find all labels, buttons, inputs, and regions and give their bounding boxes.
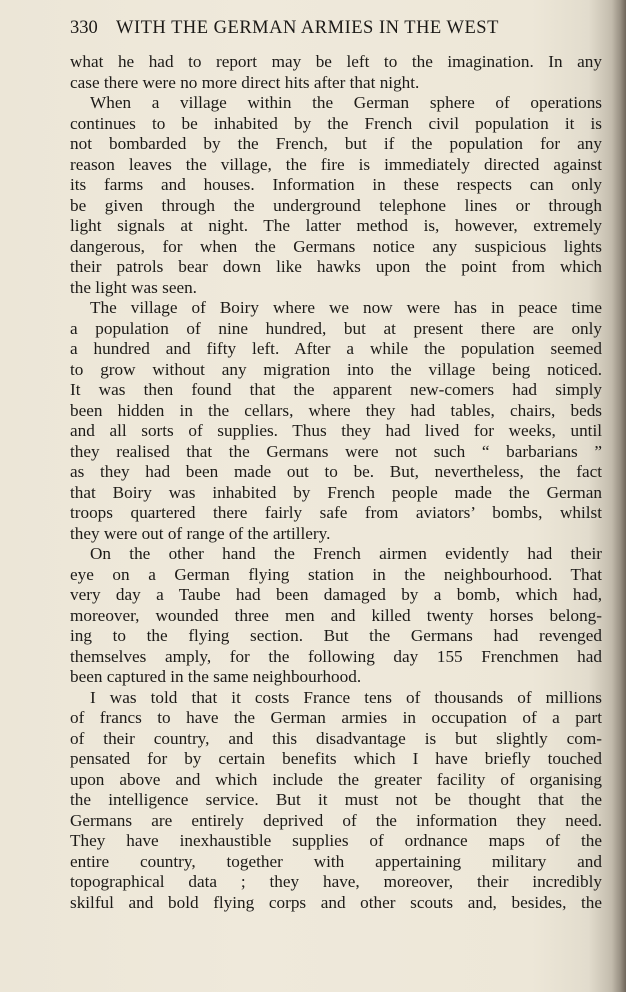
text-line: a hundred and fifty left. After a while the population seemed	[70, 339, 602, 358]
text-line: reason leaves the village, the fire is immediately directed against	[70, 154, 602, 174]
text-line: entire country, together with appertaining military and	[70, 851, 602, 871]
text-line: skilful and bold flying corps and other scouts and, besides, the	[70, 892, 602, 912]
text-line: topographical data ; they have, moreover, their incredibly	[70, 872, 602, 891]
text-line: their patrols bear down like hawks upon the point from which	[70, 257, 602, 276]
text-line: as they had been made out to be. But, nevertheless, the fact	[70, 462, 602, 481]
text-line: they realised that the Germans were not such “ barbarians ”	[70, 441, 602, 461]
text-line: ing to the flying section. But the Germans had revenged	[70, 626, 602, 645]
page-number: 330	[70, 18, 98, 38]
text-line: that Boiry was inhabited by French people made the German	[70, 482, 602, 502]
text-line: When a village within the German sphere of operations	[90, 93, 602, 112]
text-line: been hidden in the cellars, where they had tables, chairs, beds	[70, 400, 602, 420]
text-line: I was told that it costs France tens of thousands of millions	[90, 687, 602, 707]
body-text	[70, 52, 602, 913]
text-line: the light was seen.	[70, 277, 197, 297]
text-line: been captured in the same neighbourhood.	[70, 667, 362, 686]
text-line: continues to be inhabited by the French civil population it is	[70, 113, 602, 133]
text-line: and all sorts of supplies. Thus they had lived for weeks, until	[70, 421, 602, 440]
text-line: It was then found that the apparent new-comers had simply	[70, 380, 602, 399]
text-line: its farms and houses. Information in these respects can only	[70, 175, 602, 194]
text-line: On the other hand the French airmen evidently had their	[90, 544, 602, 563]
text-line: what he had to report may be left to the imagination. In any	[70, 52, 602, 71]
text-line: case there were no more direct hits after that night.	[70, 72, 420, 92]
text-line: a population of nine hundred, but at present there are only	[70, 318, 602, 338]
text-line: of their country, and this disadvantage is but slightly com-	[70, 728, 602, 748]
text-line: pensated for by certain benefits which I have briefly touched	[70, 749, 602, 768]
text-line: they were out of range of the artillery.	[70, 523, 331, 543]
text-line: themselves amply, for the following day 155 Frenchmen had	[70, 646, 602, 666]
text-line: Germans are entirely deprived of the information they need.	[70, 810, 602, 830]
text-line: very day a Taube had been damaged by a bomb, which had,	[70, 585, 602, 604]
text-line: moreover, wounded three men and killed twenty horses belong-	[70, 605, 602, 625]
running-title: WITH THE GERMAN ARMIES IN THE WEST	[116, 18, 499, 38]
text-line: light signals at night. The latter method is, however, extremely	[70, 216, 602, 235]
text-line: The village of Boiry where we now were has in peace time	[90, 298, 602, 317]
text-line: troops quartered there fairly safe from aviators’ bombs, whilst	[70, 503, 602, 522]
text-line: not bombarded by the French, but if the population for any	[70, 134, 602, 153]
text-line: upon above and which include the greater facility of organising	[70, 769, 602, 789]
text-line: of francs to have the German armies in occupation of a part	[70, 708, 602, 727]
text-line: to grow without any migration into the village being noticed.	[70, 359, 602, 379]
text-line: They have inexhaustible supplies of ordnance maps of the	[70, 831, 602, 850]
page-edge-shadow	[612, 0, 626, 992]
text-line: eye on a German flying station in the neighbourhood. That	[70, 564, 602, 584]
text-line: dangerous, for when the Germans notice any suspicious lights	[70, 236, 602, 256]
text-line: be given through the underground telephone lines or through	[70, 195, 602, 215]
text-line: the intelligence service. But it must not be thought that the	[70, 790, 602, 809]
running-head	[70, 16, 602, 40]
